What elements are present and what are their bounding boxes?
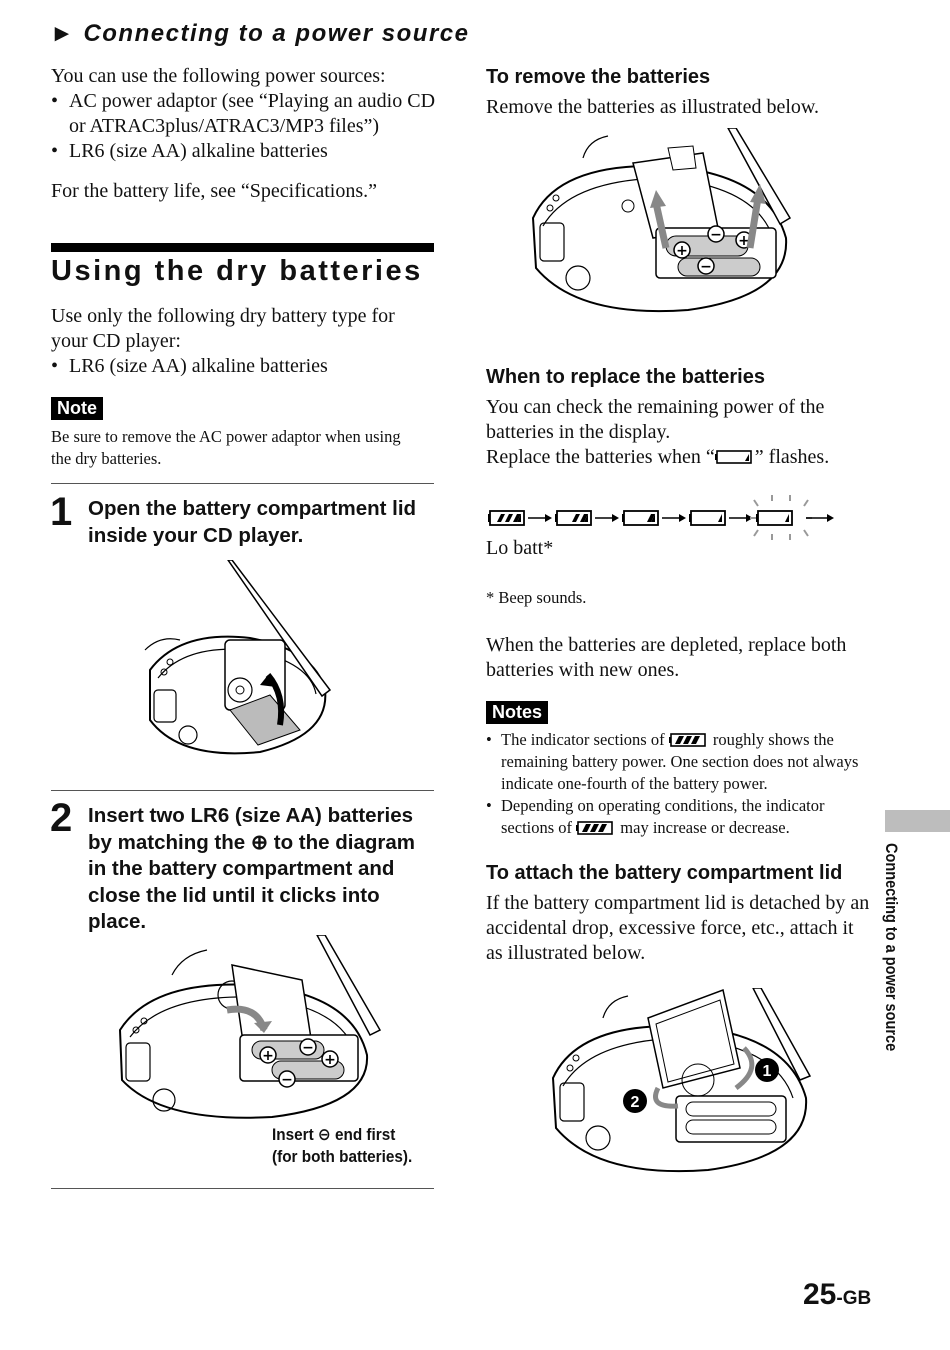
insert-batteries-illustration	[112, 935, 384, 1125]
svg-text:−: −	[281, 1072, 293, 1088]
attach-lid-illustration	[548, 988, 813, 1180]
empty-battery-icon	[715, 449, 755, 465]
sequence-arrow	[729, 514, 753, 522]
battery-level-icon	[622, 511, 658, 525]
battery-level-icon	[750, 495, 812, 540]
section-header	[50, 20, 469, 48]
note-label-wrap	[51, 397, 103, 420]
open-lid-illustration	[140, 560, 340, 765]
header-arrow: ►	[50, 20, 76, 47]
battery-level-icons	[488, 495, 834, 540]
divider	[51, 483, 434, 484]
svg-text:−: −	[700, 259, 712, 275]
notes-label-wrap	[486, 701, 548, 724]
section-intro: Use only the following dry battery type for your CD player: • LR6 (size AA) alkaline batteries	[51, 304, 431, 379]
step-2-number: 2	[50, 796, 73, 840]
full-battery-icon	[576, 820, 616, 836]
battery-level-icon	[488, 511, 524, 525]
divider	[51, 790, 434, 791]
svg-text:+: +	[324, 1052, 336, 1068]
intro-line: You can use the following power sources:	[51, 65, 386, 87]
remove-title: To remove the batteries	[486, 66, 711, 88]
sequence-arrow	[595, 514, 619, 522]
remove-batteries-illustration	[528, 128, 794, 320]
svg-text:−: −	[710, 227, 722, 243]
footnote: * Beep sounds.	[486, 588, 587, 607]
step-badge-1: 1	[762, 1063, 772, 1080]
side-tab-label: Connecting to a power source	[882, 843, 900, 1052]
full-battery-icon	[669, 732, 709, 748]
battery-level-sequence	[484, 494, 854, 540]
notes-list	[486, 729, 871, 839]
divider	[51, 1188, 434, 1189]
battery-life-ref: For the battery life, see “Specifications.”	[51, 180, 377, 202]
insert-caption: Insert ⊖ end first (for both batteries).	[272, 1125, 413, 1166]
replace-when-line: Replace the batteries when “ ” flashes.	[486, 446, 830, 468]
header-title: Connecting to a power source	[83, 20, 470, 47]
battery-level-icon	[689, 511, 725, 525]
svg-text:+: +	[676, 243, 688, 259]
lo-batt-label: Lo batt*	[486, 537, 554, 559]
attach-text: If the battery compartment lid is detached by an accidental drop, excessive force, etc., attach it as illustrated below.	[486, 892, 870, 964]
step-2-text: Insert two LR6 (size AA) batteries by matching the ⊕ to the diagram in the battery compartment and close the lid until it clicks into place.	[88, 804, 415, 933]
battery-level-icon	[555, 511, 591, 525]
remove-text: Remove the batteries as illustrated below.	[486, 96, 820, 118]
sequence-arrow	[528, 514, 552, 522]
depleted-text: When the batteries are depleted, replace both batteries with new ones.	[486, 634, 847, 681]
sequence-arrow	[662, 514, 686, 522]
attach-title: To attach the battery compartment lid	[486, 862, 843, 884]
sequence-arrow	[806, 514, 834, 522]
replace-text: You can check the remaining power of the batteries in the display. Replace the batteries when “ ” flashes.	[486, 395, 866, 470]
note-text: Be sure to remove the AC power adaptor when using the dry batteries.	[51, 427, 401, 468]
list-item: • The indicator sections of roughly shows the remaining battery power. One section does not always indicate one-fourth of the battery power.	[486, 730, 859, 793]
list-item: • LR6 (size AA) alkaline batteries	[51, 140, 328, 162]
notes-label: Notes	[486, 701, 548, 724]
step-1-text: Open the battery compartment lid inside your CD player.	[88, 497, 417, 547]
section-title: Using the dry batteries	[51, 255, 423, 287]
replace-title: When to replace the batteries	[486, 366, 765, 388]
step-1-number: 1	[50, 490, 73, 534]
intro-block	[51, 64, 441, 204]
list-item: • LR6 (size AA) alkaline batteries	[51, 355, 328, 377]
svg-text:+: +	[262, 1048, 274, 1064]
section-rule	[51, 243, 434, 252]
side-tab	[885, 810, 950, 832]
note-label: Note	[51, 397, 103, 420]
page-number: 25-GB	[803, 1278, 872, 1311]
svg-text:+: +	[738, 233, 750, 249]
list-item: • AC power adaptor (see “Playing an audio CD or ATRAC3plus/ATRAC3/MP3 files”)	[51, 90, 436, 137]
svg-text:−: −	[302, 1040, 314, 1056]
list-item: • Depending on operating conditions, the indicator sections of may increase or decrease.	[486, 796, 825, 837]
step-badge-2: 2	[630, 1094, 640, 1111]
